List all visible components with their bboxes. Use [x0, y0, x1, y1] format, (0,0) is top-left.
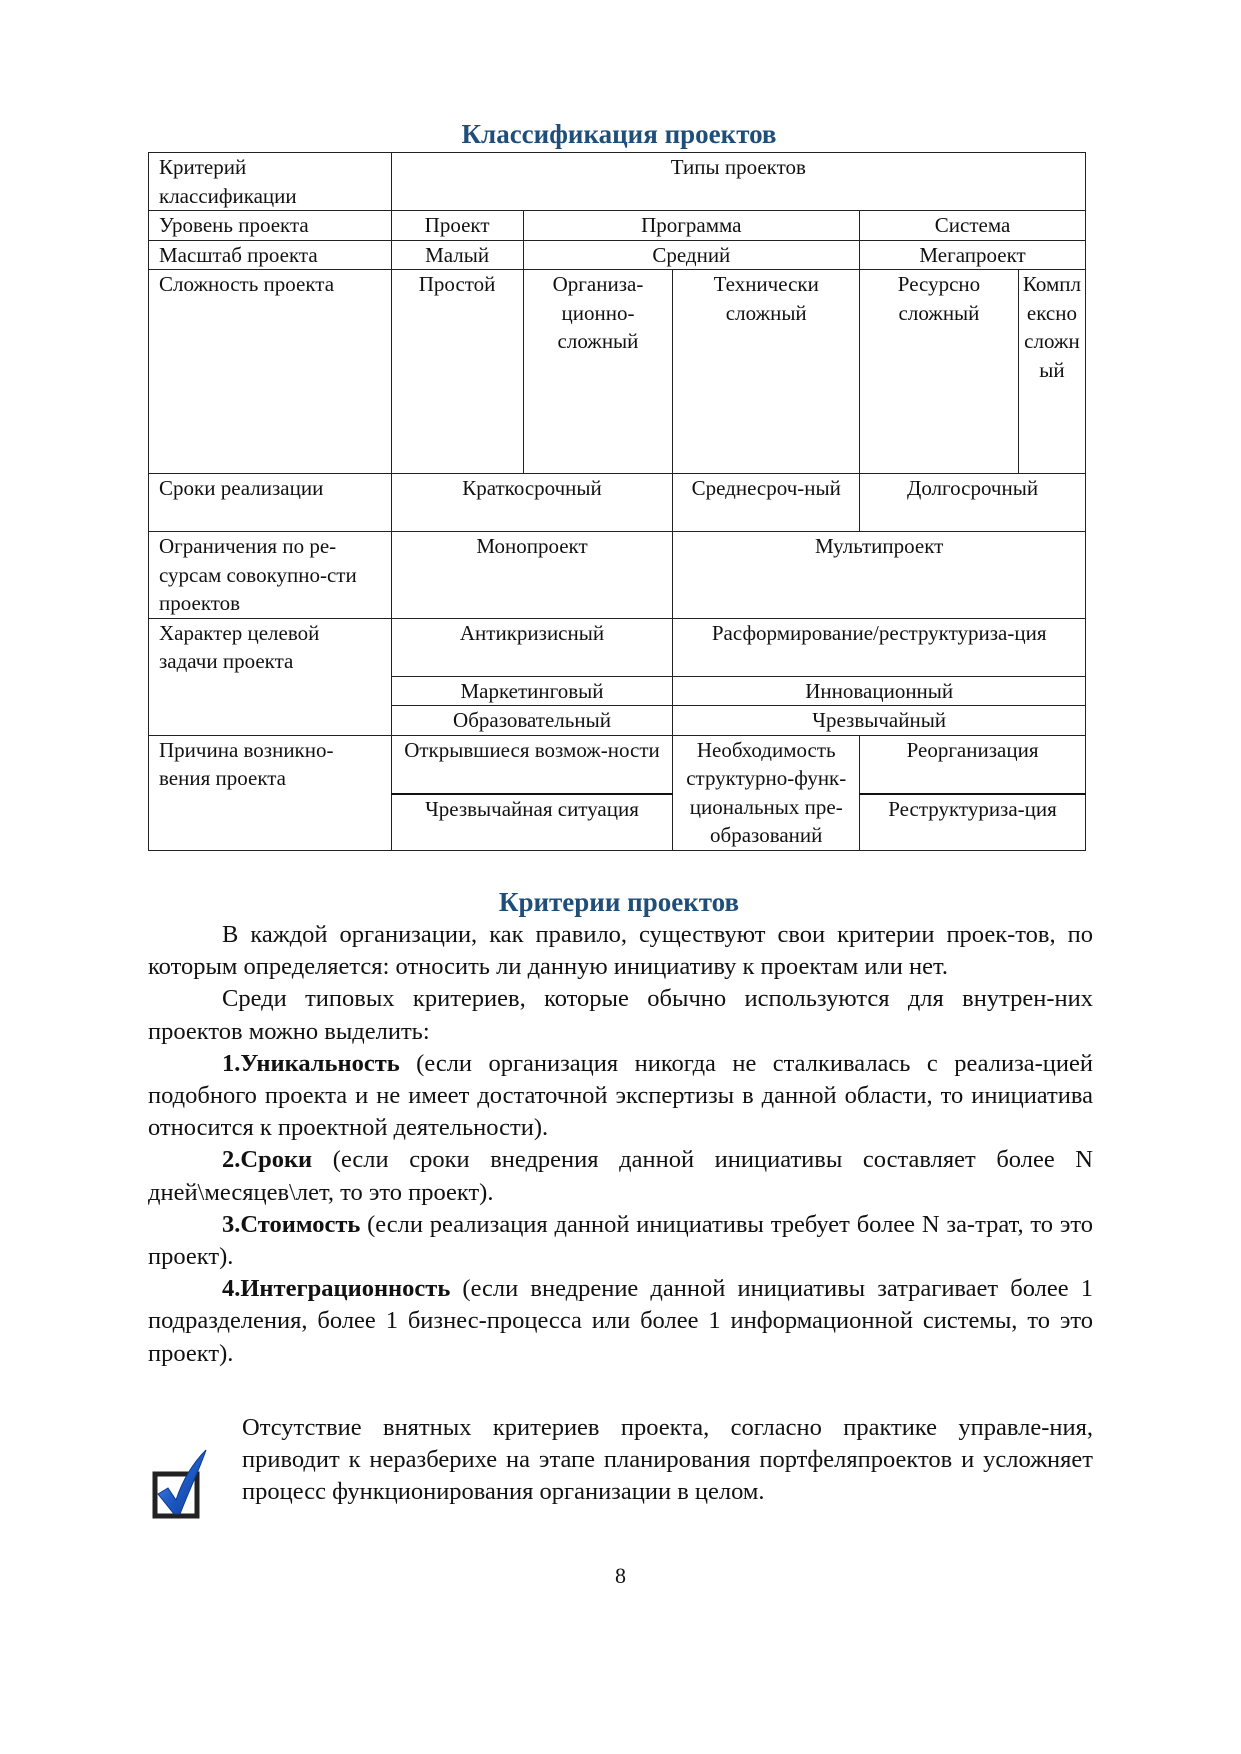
section-title-criteria: Критерии проектов — [498, 887, 740, 917]
table-cell: Простой — [391, 270, 523, 474]
criterion-text: (если сроки внедрения данной инициативы составляет более N дней\месяцев\лет, то это проект). — [148, 1146, 1093, 1206]
criterion-item — [148, 1273, 1093, 1370]
table-cell: Комплексно сложный — [1018, 270, 1085, 474]
table-row — [149, 474, 1086, 532]
table-cell: Проект — [391, 211, 523, 241]
table-cell: Образовательный — [391, 706, 673, 736]
criterion-term: 1.Уникальность — [222, 1049, 400, 1077]
table-row — [149, 532, 1086, 619]
table-cell: Инновационный — [673, 676, 1086, 706]
criterion-item — [148, 1048, 1093, 1145]
table-cell: Программа — [523, 211, 860, 241]
criterion-item — [148, 1209, 1093, 1273]
section-title-classification: Классификация проектов — [461, 119, 777, 149]
table-cell: Краткосрочный — [391, 474, 673, 532]
criterion-item — [148, 1144, 1093, 1208]
criterion-text: (если реализация данной инициативы требует более N за-трат, то это проект). — [148, 1210, 1093, 1271]
checkbox-checked-icon — [152, 1448, 208, 1520]
table-row — [149, 240, 1086, 270]
table-cell: Мегапроект — [860, 240, 1086, 270]
criterion-term: 2.Сроки — [222, 1146, 313, 1174]
table-cell: Открывшиеся возмож-ности — [391, 735, 673, 794]
table-cell: Маркетинговый — [391, 676, 673, 706]
table-cell: Реорганизация — [860, 735, 1086, 794]
criterion-term: 3.Стоимость — [222, 1210, 361, 1238]
header-criterion: Критерий классификации — [149, 153, 392, 211]
row-criterion: Ограничения по ре-сурсам совокупно-сти проектов — [149, 532, 392, 619]
note-text: Отсутствие внятных критериев проекта, согласно практике управле-ния, приводит к неразберихе на этапе планирования портфеляпроектов и усложняет процесс функционирования организации в целом. — [242, 1414, 1093, 1506]
table-cell: Малый — [391, 240, 523, 270]
table-row — [149, 270, 1086, 474]
table-cell: Мультипроект — [673, 532, 1086, 619]
row-criterion: Сроки реализации — [149, 474, 392, 532]
table-cell: Необходимость структурно-функ-циональных пре-образований — [673, 735, 860, 850]
table-row — [149, 211, 1086, 241]
table-row — [149, 153, 1086, 211]
table-row — [149, 735, 1086, 794]
paragraph: Среди типовых критериев, которые обычно используются для внутрен-них проектов можно выделить: — [148, 985, 1093, 1045]
table-cell: Среднесроч-ный — [673, 474, 860, 532]
table-cell: Ресурсно сложный — [860, 270, 1019, 474]
table-cell: Чрезвычайный — [673, 706, 1086, 736]
row-criterion: Уровень проекта — [149, 211, 392, 241]
table-cell: Система — [860, 211, 1086, 241]
note-callout — [242, 1412, 1093, 1509]
page-number: 8 — [615, 1563, 626, 1588]
paragraph: В каждой организации, как правило, существуют свои критерии проек-тов, по которым определяется: относить ли данную инициативу к проектам или нет. — [148, 921, 1093, 981]
criteria-body — [148, 919, 1093, 1370]
table-cell: Расформирование/реструктуриза-ция — [673, 618, 1086, 676]
table-cell: Реструктуриза-ция — [860, 794, 1086, 851]
table-cell: Антикризисный — [391, 618, 673, 676]
table-row — [149, 618, 1086, 676]
row-criterion: Характер целевой задачи проекта — [149, 618, 392, 735]
table-cell: Организа-ционно-сложный — [523, 270, 673, 474]
row-criterion: Сложность проекта — [149, 270, 392, 474]
criterion-text: (если организация никогда не сталкивалась с реализа-цией подобного проекта и не имеет достаточной экспертизы в данной области, то инициатива относится к проектной деятельности). — [148, 1049, 1093, 1142]
row-criterion: Масштаб проекта — [149, 240, 392, 270]
table-cell: Монопроект — [391, 532, 673, 619]
table-cell: Долгосрочный — [860, 474, 1086, 532]
table-cell: Чрезвычайная ситуация — [391, 794, 673, 851]
criterion-term: 4.Интеграционность — [222, 1275, 451, 1303]
table-cell: Технически сложный — [673, 270, 860, 474]
row-criterion: Причина возникно-вения проекта — [149, 735, 392, 850]
header-types: Типы проектов — [391, 153, 1085, 211]
classification-table — [148, 152, 1086, 851]
criterion-text: (если внедрение данной инициативы затрагивает более 1 подразделения, более 1 бизнес-процесса или более 1 информационной системы, то это проект). — [148, 1275, 1093, 1367]
table-cell: Средний — [523, 240, 860, 270]
